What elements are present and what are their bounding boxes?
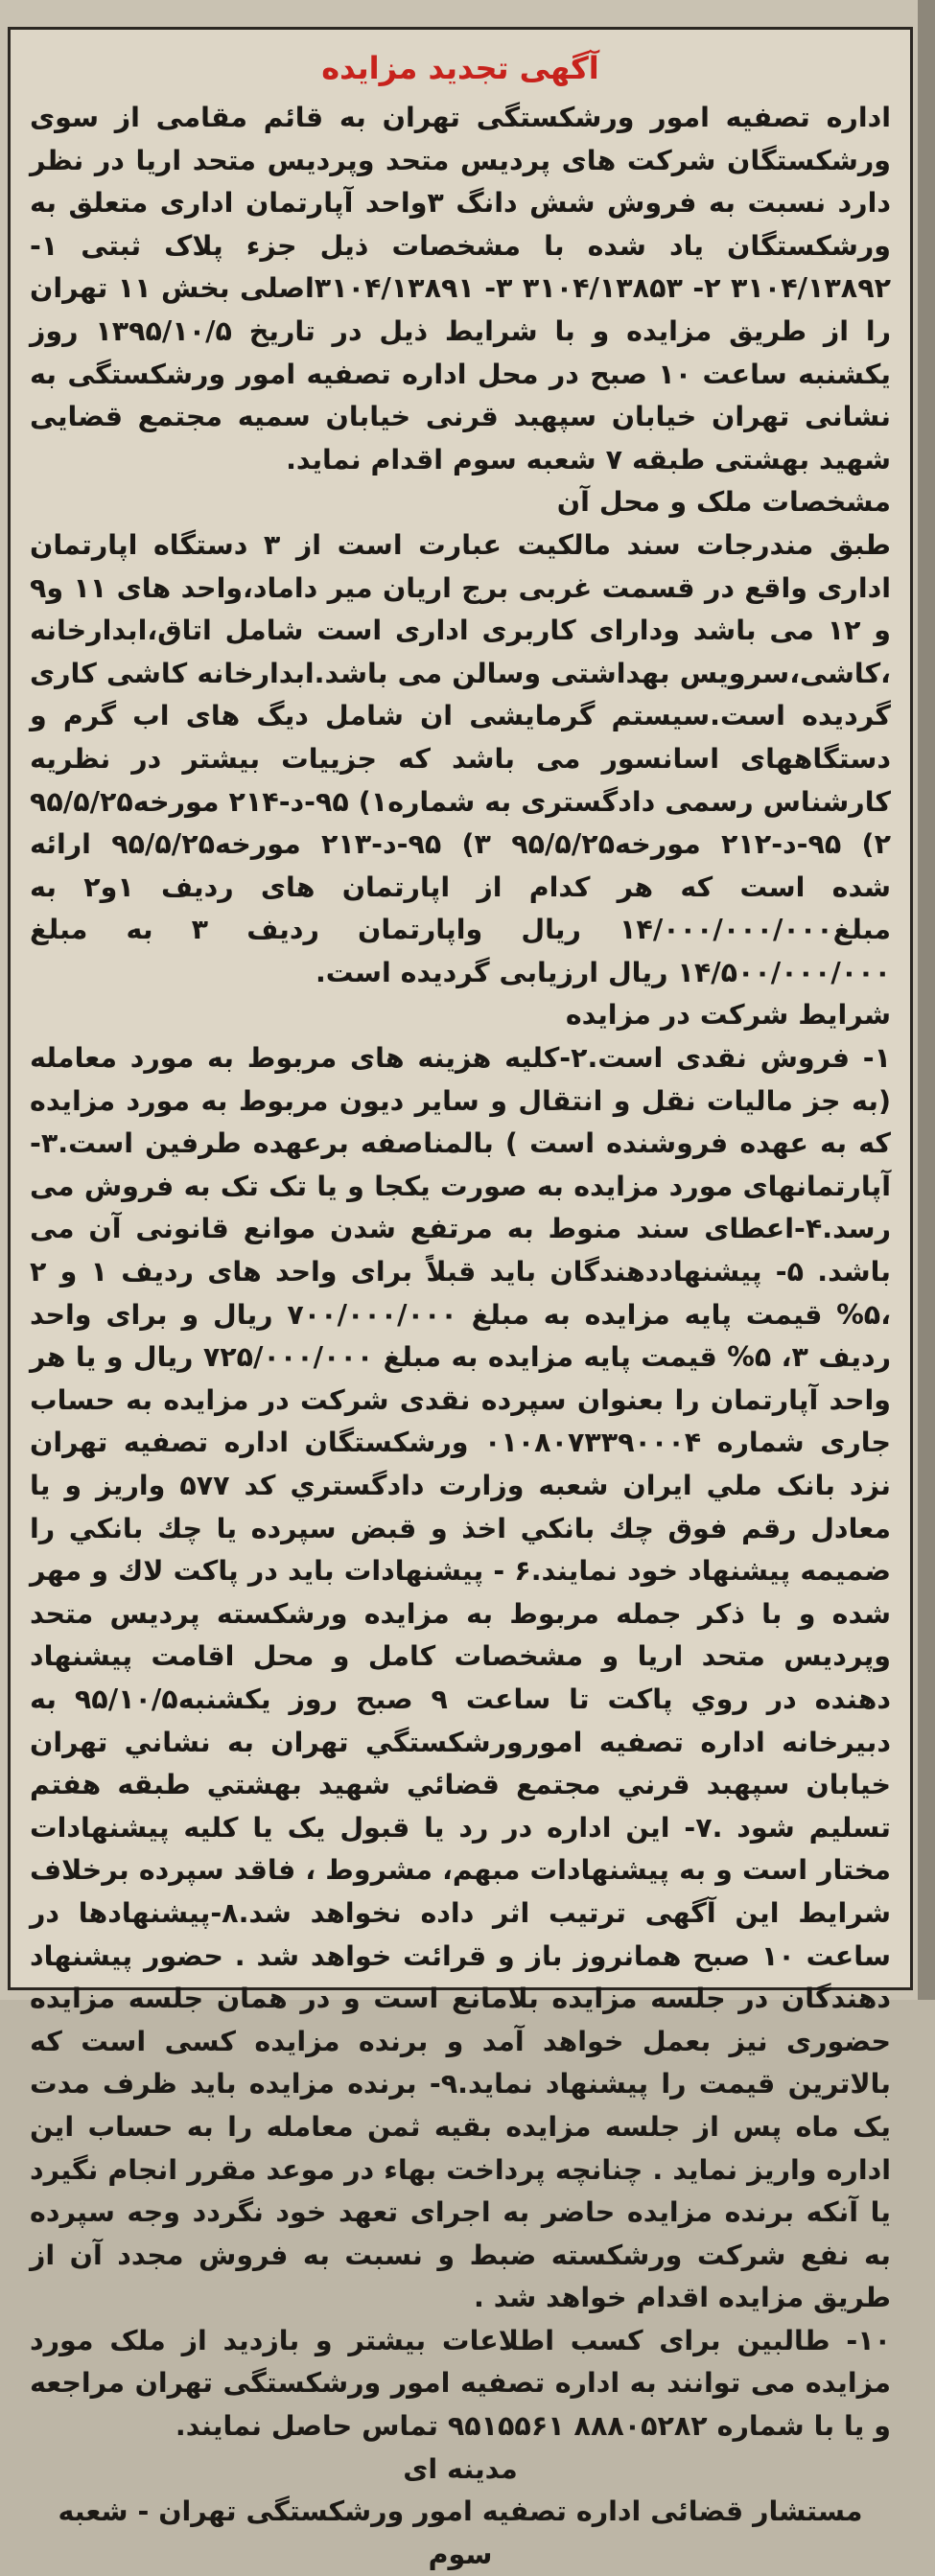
auction-notice (8, 27, 913, 2570)
notice-title: آگهی تجدید مزایده (321, 50, 599, 86)
conditions-text: ۱- فروش نقدی است.۲-کلیه هزینه های مربوط به مورد معامله (به جز مالیات نقل و انتقال و سایر دیون مربوط به مورد مزایده که به عهده فروشنده است ) بالمناصفه برعهده طرفین است.۳-آپارتمانهای مورد مزایده به صورت یکجا و یا تک تک به فروش می رسد.۴-اعطای سند منوط به مرتفع شدن موانع قانونی آن می باشد. ۵- پیشنهاددهندگان باید قبلاً برای واحد های ردیف ۱ و ۲ ،۵% قیمت پایه مزایده به مبلغ ۷۰۰/۰۰۰/۰۰۰ ریال و برای واحد ردیف ۳، ۵% قیمت پایه مزایده به مبلغ ۷۲۵/۰۰۰/۰۰۰ ریال و یا هر واحد آپارتمان را بعنوان سپرده نقدی شرکت در مزایده به حساب جاری شماره ۰۱۰۸۰۷۳۳۹۰۰۰۴ ورشکستگان اداره تصفیه تهران نزد بانک ملي ایران شعبه وزارت دادگستري کد ۵۷۷ واریز و یا معادل رقم فوق چك بانكي اخذ و قبض سپرده یا چك بانكي را ضمیمه پیشنهاد خود نمایند.۶ - پیشنهادات باید در پاکت لاك و مهر شده و با ذکر جمله مربوط به مزایده ورشکسته پردیس متحد وپردیس متحد اریا و مشخصات کامل و محل اقامت پیشنهاد دهنده در روي پاکت تا ساعت ۹ صبح روز یکشنبه۹۵/۱۰/۵ به دبیرخانه اداره تصفیه امورورشکستگي تهران به نشاني تهران خیابان سپهبد قرني مجتمع قضائي شهید بهشتي طبقه هفتم تسلیم شود .۷- این اداره در رد یا قبول یک یا کلیه پیشنهادات مختار است و به پیشنهادات مبهم، مشروط ، فاقد سپرده برخلاف شرایط این آگهی ترتیب اثر داده نخواهد شد.۸-پیشنهادها در ساعت ۱۰ صبح همانروز باز و قرائت خواهد شد . حضور پیشنهاد دهندگان در جلسه مزایده بلامانع است و در همان جلسه مزایده حضوری نیز بعمل خواهد آمد و برنده مزایده کسی است که بالاترین قیمت را پیشنهاد نماید.۹- برنده مزایده باید ظرف مدت یک ماه پس از جلسه مزایده بقیه ثمن معامله را به حساب این اداره واریز نماید . چنانچه پرداخت بهاء در موعد مقرر انجام نگیرد یا آنکه برنده مزایده حاضر به اجرای تعهد خود نگردد وجه سپرده به نفع شرکت ورشکسته ضبط و نسبت به فروش مجدد آن از طریق مزایده اقدام خواهد شد . (30, 1042, 892, 2314)
property-heading: مشخصات ملک و محل آن (556, 486, 891, 519)
notice-intro: اداره تصفیه امور ورشکستگی تهران به قائم مقامی از سوی ورشکستگان شرکت های پردیس متحد وپردیس متحد اریا در نظر دارد نسبت به فروش شش دانگ ۳واحد آپارتمان اداری متعلق به ورشکستگان یاد شده با مشخصات ذیل جزء پلاک ثبتی ۱- ۳۱۰۴/۱۳۸۹۲ ۲- ۳۱۰۴/۱۳۸۵۳ ۳- ۳۱۰۴/۱۳۸۹۱اصلی بخش ۱۱ تهران را از طریق مزایده و با شرایط ذیل در تاریخ ۱۳۹۵/۱۰/۵ روز یکشنبه ساعت ۱۰ صبح در محل اداره تصفیه امور ورشکستگی به نشانی تهران خیابان سپهبد قرنی خیابان سمیه مجتمع قضایی شهید بهشتی طبقه ۷ شعبه سوم اقدام نماید. (30, 102, 892, 476)
property-description: طبق مندرجات سند مالکیت عبارت است از ۳ دستگاه اپارتمان اداری واقع در قسمت غربی برج اریان میر داماد،واحد های ۱۱ و۹ و ۱۲ می باشد ودارای کاربری اداری است شامل اتاق،ابدارخانه ،کاشی،سرویس بهداشتی وسالن می باشد.ابدارخانه کاشی کاری گردیده است.سیستم گرمایشی ان شامل دیگ های اب گرم و دستگاههای اسانسور می باشد که جزییات بیشتر در نظریه کارشناس رسمی دادگستری به شماره۱) ۹۵-د-۲۱۴ مورخه۹۵/۵/۲۵ ۲) ۹۵-د-۲۱۲ مورخه۹۵/۵/۲۵ ۳) ۹۵-د-۲۱۳ مورخه۹۵/۵/۲۵ ارائه شده است که هر کدام از اپارتمان های ردیف ۱و۲ به مبلغ۱۴/۰۰۰/۰۰۰/۰۰۰ ریال واپارتمان ردیف ۳ به مبلغ ۱۴/۵۰۰/۰۰۰/۰۰۰ ریال ارزیابی گردیده است. (30, 528, 891, 988)
contact-item: ۱۰- طالبین برای کسب اطلاعات بیشتر و بازدید از ملک مورد مزایده می توانند به اداره تصفیه امور ورشکستگی تهران مراجعه و یا با شماره ۸۸۸۰۵۲۸۲ ۹۵۱۵۵۶۱ تماس حاصل نمایند. (30, 2324, 891, 2443)
signatory-name: مدینه ای (403, 2452, 518, 2485)
page-edge-shadow (918, 0, 935, 2000)
conditions-heading: شرایط شرکت در مزایده (565, 999, 891, 1032)
signatory-title: مستشار قضائی اداره تصفیه امور ورشکستگی تهران - شعبه سوم (58, 2495, 863, 2570)
